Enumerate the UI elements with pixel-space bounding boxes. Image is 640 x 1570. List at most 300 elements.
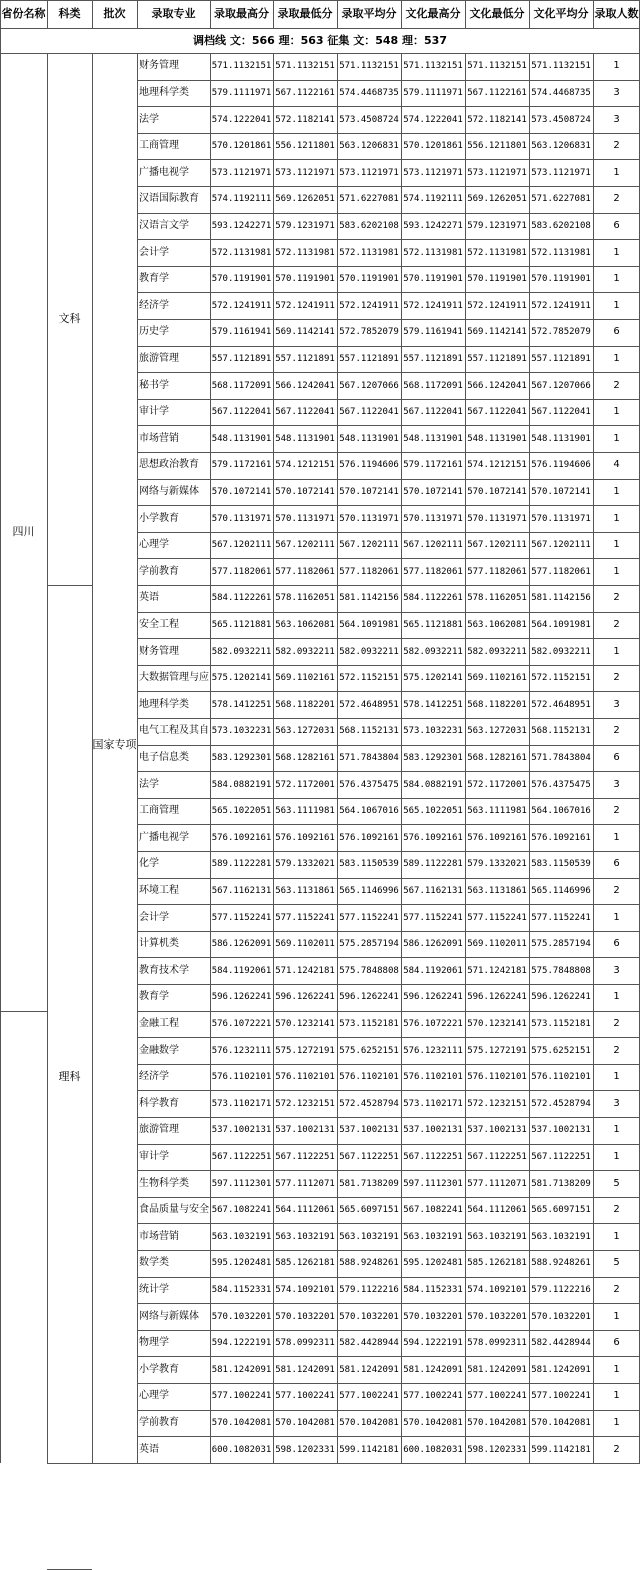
table-cell: 567.1122041 [467,407,527,418]
table-cell: 569.1142141 [275,327,335,338]
table-cell: 576.1102101 [339,1072,399,1083]
table-cell: 2 [613,1204,620,1216]
grid-line [0,28,640,29]
table-cell: 582.4428944 [339,1338,399,1349]
table-cell: 地理科学类 [139,86,189,98]
table-cell: 567.1202111 [403,540,463,551]
table-cell: 563.1032191 [275,1231,335,1242]
table-cell: 567.1122041 [275,407,335,418]
batch-label: 国家专项 [92,737,137,751]
table-cell: 563.1032191 [403,1231,463,1242]
table-cell: 572.1241911 [339,300,399,311]
table-cell: 572.1172001 [275,779,335,790]
table-cell: 574.1212151 [467,460,527,471]
table-cell: 564.1091981 [339,619,399,630]
table-cell: 电气工程及其自 [139,725,209,737]
column-header[interactable]: 录取平均分 [341,7,397,20]
table-cell: 574.1222041 [403,114,463,125]
table-cell: 567.1122161 [275,87,335,98]
table-cell: 2 [613,592,620,604]
table-cell: 567.1202111 [211,540,272,551]
table-cell: 557.1121891 [275,353,335,364]
table-cell: 1 [613,299,620,311]
table-cell: 589.1122281 [211,859,272,870]
table-cell: 571.1132151 [275,61,335,72]
table-cell: 570.1191901 [275,274,335,285]
table-cell: 567.1162131 [403,885,463,896]
table-cell: 565.1121881 [211,619,272,630]
table-cell: 统计学 [139,1283,169,1295]
table-cell: 577.1182061 [275,566,335,577]
table-cell: 572.1131981 [339,247,399,258]
table-cell: 570.1042081 [211,1417,272,1428]
table-cell: 586.1262091 [211,939,272,950]
table-cell: 577.1182061 [467,566,527,577]
table-cell: 576.1092161 [211,832,272,843]
table-cell: 567.1207066 [339,380,399,391]
table-cell: 2 [613,805,620,817]
table-cell: 570.1131971 [467,513,527,524]
table-cell: 1 [613,645,620,657]
table-cell: 569.1102011 [275,939,335,950]
table-cell: 583.6202108 [339,220,399,231]
table-cell: 570.1072141 [339,486,399,497]
table-cell: 563.1062081 [467,619,527,630]
table-cell: 3 [613,778,620,790]
table-cell: 548.1131901 [467,433,527,444]
table-cell: 582.0932211 [211,646,272,657]
table-cell: 576.1092161 [339,832,399,843]
table-cell: 548.1131901 [403,433,463,444]
column-header[interactable]: 文化平均分 [533,7,589,20]
table-cell: 572.1182141 [467,114,527,125]
table-cell: 2 [613,672,620,684]
table-cell: 564.1091981 [531,619,591,630]
table-cell: 577.1002241 [211,1391,272,1402]
table-cell: 网络与新媒体 [139,485,199,497]
table-cell: 577.1182061 [403,566,463,577]
table-cell: 583.1150539 [531,859,591,870]
table-cell: 2 [613,884,620,896]
table-cell: 食品质量与安全 [139,1204,209,1216]
table-cell: 572.1241911 [211,300,272,311]
category-label: 文科 [58,312,81,325]
table-cell: 583.1150539 [339,859,399,870]
table-cell: 5 [613,1257,620,1269]
table-cell: 577.1152241 [403,912,463,923]
table-cell: 557.1121891 [467,353,527,364]
grid-line [273,0,274,28]
table-cell: 570.1032201 [275,1311,335,1322]
table-cell: 564.1112061 [467,1205,527,1216]
table-cell: 570.1131971 [275,513,335,524]
table-cell: 565.6097151 [339,1205,399,1216]
table-cell: 597.1112301 [211,1178,272,1189]
table-cell: 568.1152131 [531,726,591,737]
table-cell: 565.1146996 [339,885,399,896]
table-cell: 573.1152181 [531,1018,591,1029]
table-cell: 576.1072221 [211,1018,272,1029]
table-cell: 577.1112071 [275,1178,335,1189]
table-cell: 571.1242181 [275,965,335,976]
table-cell: 571.1132151 [403,61,463,72]
table-cell: 570.1032201 [531,1311,591,1322]
table-cell: 1 [613,512,620,524]
table-cell: 576.1194606 [339,460,399,471]
table-cell: 570.1072141 [275,486,335,497]
table-cell: 575.6252151 [531,1045,591,1056]
table-cell: 学前教育 [139,1416,179,1428]
table-cell: 576.1194606 [531,460,591,471]
table-cell: 574.1092101 [467,1284,527,1295]
table-cell: 577.1182061 [211,566,272,577]
table-cell: 6 [613,219,620,231]
table-cell: 565.1022051 [211,806,272,817]
table-cell: 567.1122251 [467,1151,527,1162]
table-cell: 581.1142156 [339,593,399,604]
table-cell: 572.4528794 [339,1098,399,1109]
table-cell: 1 [613,565,620,577]
table-cell: 575.1272191 [275,1045,335,1056]
table-cell: 575.1202141 [403,673,463,684]
table-cell: 2 [613,140,620,152]
table-cell: 安全工程 [139,618,179,630]
table-cell: 570.1191901 [531,274,591,285]
table-cell: 1 [613,911,620,923]
table-cell: 地理科学类 [139,698,189,710]
table-cell: 579.1111971 [403,87,463,98]
table-cell: 570.1032201 [403,1311,463,1322]
table-cell: 581.7138209 [531,1178,591,1189]
table-cell: 570.1072141 [403,486,463,497]
table-cell: 575.6252151 [339,1045,399,1056]
table-cell: 570.1201861 [211,141,272,152]
grid-line [47,0,48,28]
table-cell: 581.1242091 [467,1364,527,1375]
table-cell: 3 [613,86,620,98]
table-cell: 557.1121891 [339,353,399,364]
table-cell: 578.1412251 [211,699,272,710]
table-cell: 584.1192061 [403,965,463,976]
table-cell: 564.1067016 [339,806,399,817]
table-cell: 1 [613,166,620,178]
table-cell: 567.1122041 [211,407,272,418]
table-cell: 582.0932211 [339,646,399,657]
table-cell: 565.6097151 [531,1205,591,1216]
table-cell: 571.1132151 [531,61,591,72]
table-cell: 584.1152331 [403,1284,463,1295]
table-cell: 6 [613,751,620,763]
table-cell: 582.0932211 [531,646,591,657]
table-cell: 570.1191901 [211,274,272,285]
column-header[interactable]: 录取最高分 [214,7,269,20]
table-cell: 568.1152131 [339,726,399,737]
table-cell: 1 [613,246,620,258]
table-cell: 574.1222041 [211,114,272,125]
table-cell: 570.1191901 [339,274,399,285]
table-cell: 569.1142141 [467,327,527,338]
table-cell: 思想政治教育 [139,459,199,471]
table-cell: 567.1122041 [339,407,399,418]
table-cell: 568.1282161 [275,752,335,763]
category-label: 理科 [58,1070,81,1084]
table-cell: 579.1111971 [211,87,272,98]
table-cell: 1 [613,831,620,843]
table-cell: 568.1182201 [467,699,527,710]
column-header[interactable]: 录取最低分 [277,7,333,20]
table-cell: 599.1142181 [339,1444,399,1455]
table-cell: 广播电视学 [139,831,189,843]
table-cell: 594.1222191 [403,1338,463,1349]
table-cell: 579.1161941 [403,327,463,338]
table-cell: 566.1242041 [467,380,527,391]
table-cell: 科学教育 [139,1097,179,1109]
table-cell: 563.1032191 [531,1231,591,1242]
table-cell: 572.1241911 [531,300,591,311]
table-cell: 570.1191901 [467,274,527,285]
table-cell: 537.1002131 [531,1125,591,1136]
table-cell: 市场营销 [139,1230,179,1242]
table-cell: 557.1121891 [531,353,591,364]
table-cell: 大数据管理与应 [139,672,209,684]
table-cell: 575.2857194 [339,939,399,950]
table-cell: 旅游管理 [139,1124,179,1136]
table-cell: 572.1182141 [275,114,335,125]
table-cell: 576.1072221 [403,1018,463,1029]
table-cell: 598.1202331 [467,1444,527,1455]
table-cell: 569.1102011 [467,939,527,950]
table-cell: 576.1232111 [211,1045,272,1056]
grid-line [0,0,640,1]
table-cell: 1 [613,60,620,72]
table-cell: 571.7843804 [339,752,399,763]
table-cell: 573.1121971 [403,167,463,178]
table-cell: 1 [613,1310,620,1322]
table-cell: 汉语国际教育 [139,193,199,205]
grid-line [137,53,138,1463]
table-cell: 600.1082031 [211,1444,272,1455]
table-cell: 563.1111981 [467,806,527,817]
table-cell: 577.1152241 [211,912,272,923]
column-header[interactable]: 文化最高分 [405,7,461,20]
table-cell: 金融工程 [139,1017,179,1029]
table-cell: 563.1032191 [211,1231,272,1242]
table-cell: 569.1262051 [467,194,527,205]
table-cell: 573.1121971 [339,167,399,178]
table-cell: 财务管理 [139,645,179,657]
table-cell: 法学 [139,113,159,125]
grid-line [137,0,138,28]
table-cell: 2 [613,1017,620,1029]
table-cell: 568.1172091 [211,380,272,391]
table-cell: 2 [613,725,620,737]
table-cell: 537.1002131 [403,1125,463,1136]
table-cell: 584.1122261 [211,593,272,604]
table-cell: 572.7852079 [339,327,399,338]
table-cell: 573.1032231 [403,726,463,737]
table-cell: 576.1102101 [211,1072,272,1083]
table-cell: 574.1092101 [275,1284,335,1295]
table-cell: 570.1072141 [531,486,591,497]
table-cell: 汉语言文学 [139,219,189,231]
grid-line [0,0,1,1463]
table-cell: 572.7852079 [531,327,591,338]
table-cell: 584.1152331 [211,1284,272,1295]
grid-line [401,0,402,28]
table-cell: 572.1131981 [531,247,591,258]
table-cell: 会计学 [139,911,169,923]
column-header[interactable]: 批次 [103,7,126,20]
column-header[interactable]: 科类 [58,7,81,20]
table-cell: 574.4468735 [339,87,399,98]
table-cell: 心理学 [139,539,169,551]
table-cell: 575.1202141 [211,673,272,684]
table-cell: 581.1242091 [403,1364,463,1375]
table-cell: 588.9248261 [531,1258,591,1269]
table-cell: 570.1032201 [211,1311,272,1322]
table-cell: 584.0882191 [403,779,463,790]
table-cell: 576.1232111 [403,1045,463,1056]
table-cell: 567.1082241 [211,1205,272,1216]
table-cell: 573.1121971 [275,167,335,178]
grid-line [47,1463,92,1464]
table-cell: 578.1162051 [275,593,335,604]
table-cell: 584.1122261 [403,593,463,604]
table-cell: 570.1131971 [339,513,399,524]
table-cell: 597.1112301 [403,1178,463,1189]
table-cell: 2 [613,618,620,630]
table-cell: 563.1206831 [531,141,591,152]
table-cell: 小学教育 [139,512,179,524]
grid-line [47,53,48,1463]
table-cell: 548.1131901 [531,433,591,444]
table-cell: 秘书学 [139,379,169,391]
table-cell: 1 [613,1416,620,1428]
table-cell: 6 [613,326,620,338]
table-cell: 物理学 [139,1337,169,1349]
table-cell: 6 [613,938,620,950]
table-cell: 567.1207066 [531,380,591,391]
table-cell: 594.1222191 [211,1338,272,1349]
table-cell: 审计学 [139,406,169,418]
table-cell: 2 [613,1283,620,1295]
table-cell: 572.1232151 [275,1098,335,1109]
table-cell: 578.0992311 [467,1338,527,1349]
table-cell: 576.1102101 [467,1072,527,1083]
table-cell: 1 [613,1363,620,1375]
table-cell: 571.6227081 [531,194,591,205]
table-cell: 573.1152181 [339,1018,399,1029]
table-cell: 3 [613,964,620,976]
table-cell: 582.4428944 [531,1338,591,1349]
column-header[interactable]: 文化最低分 [469,7,525,20]
table-cell: 579.1161941 [211,327,272,338]
table-cell: 556.1211801 [275,141,335,152]
table-cell: 569.1102161 [275,673,335,684]
table-cell: 537.1002131 [467,1125,527,1136]
table-cell: 567.1202111 [467,540,527,551]
table-cell: 3 [613,1097,620,1109]
table-cell: 571.1242181 [467,965,527,976]
table-cell: 570.1072141 [467,486,527,497]
table-cell: 572.1131981 [403,247,463,258]
table-cell: 1 [613,539,620,551]
table-cell: 570.1201861 [403,141,463,152]
table-cell: 563.1032191 [467,1231,527,1242]
table-cell: 581.1142156 [531,593,591,604]
table-cell: 575.7848808 [339,965,399,976]
table-cell: 工商管理 [139,805,179,817]
table-cell: 577.1152241 [339,912,399,923]
table-cell: 577.1152241 [275,912,335,923]
table-cell: 566.1242041 [275,380,335,391]
table-cell: 565.1121881 [403,619,463,630]
grid-line [465,0,466,28]
table-cell: 583.1292301 [403,752,463,763]
table-cell: 572.4528794 [531,1098,591,1109]
grid-line [529,0,530,28]
table-cell: 548.1131901 [339,433,399,444]
table-cell: 582.0932211 [403,646,463,657]
table-cell: 570.1131971 [211,513,272,524]
table-cell: 596.1262241 [531,992,591,1003]
table-cell: 596.1262241 [403,992,463,1003]
table-cell: 573.1121971 [531,167,591,178]
table-cell: 573.4508724 [339,114,399,125]
table-cell: 563.1206831 [339,141,399,152]
table-cell: 教育学 [139,991,169,1003]
province-label: 四川 [12,524,35,538]
table-cell: 568.1282161 [467,752,527,763]
table-cell: 571.6227081 [339,194,399,205]
table-cell: 578.1412251 [403,699,463,710]
grid-line [210,0,211,28]
table-cell: 572.1152151 [339,673,399,684]
column-header[interactable]: 录取人数 [594,7,639,20]
table-cell: 572.1172001 [467,779,527,790]
table-cell: 573.1102171 [211,1098,272,1109]
table-cell: 2 [613,193,620,205]
table-cell: 5 [613,1177,620,1189]
table-cell: 英语 [139,1443,159,1455]
table-cell: 570.1131971 [531,513,591,524]
table-cell: 563.1062081 [275,619,335,630]
table-cell: 537.1002131 [339,1125,399,1136]
table-cell: 572.1232151 [467,1098,527,1109]
table-cell: 571.1132151 [211,61,272,72]
column-header[interactable]: 录取专业 [151,7,196,20]
table-cell: 567.1122041 [531,407,591,418]
table-cell: 570.1032201 [467,1311,527,1322]
table-cell: 581.1242091 [275,1364,335,1375]
table-cell: 570.1032201 [339,1311,399,1322]
table-cell: 网络与新媒体 [139,1310,199,1322]
table-cell: 环境工程 [139,884,179,896]
table-cell: 1 [613,1150,620,1162]
table-cell: 577.1002241 [275,1391,335,1402]
table-cell: 593.1242271 [403,220,463,231]
table-cell: 567.1122251 [403,1151,463,1162]
table-cell: 582.0932211 [467,646,527,657]
table-cell: 572.1241911 [275,300,335,311]
table-cell: 审计学 [139,1150,169,1162]
table-cell: 577.1002241 [467,1391,527,1402]
table-cell: 565.1022051 [403,806,463,817]
table-cell: 598.1202331 [275,1444,335,1455]
table-cell: 心理学 [139,1390,169,1402]
table-cell: 579.1231971 [467,220,527,231]
column-header[interactable]: 省份名称 [1,7,46,20]
